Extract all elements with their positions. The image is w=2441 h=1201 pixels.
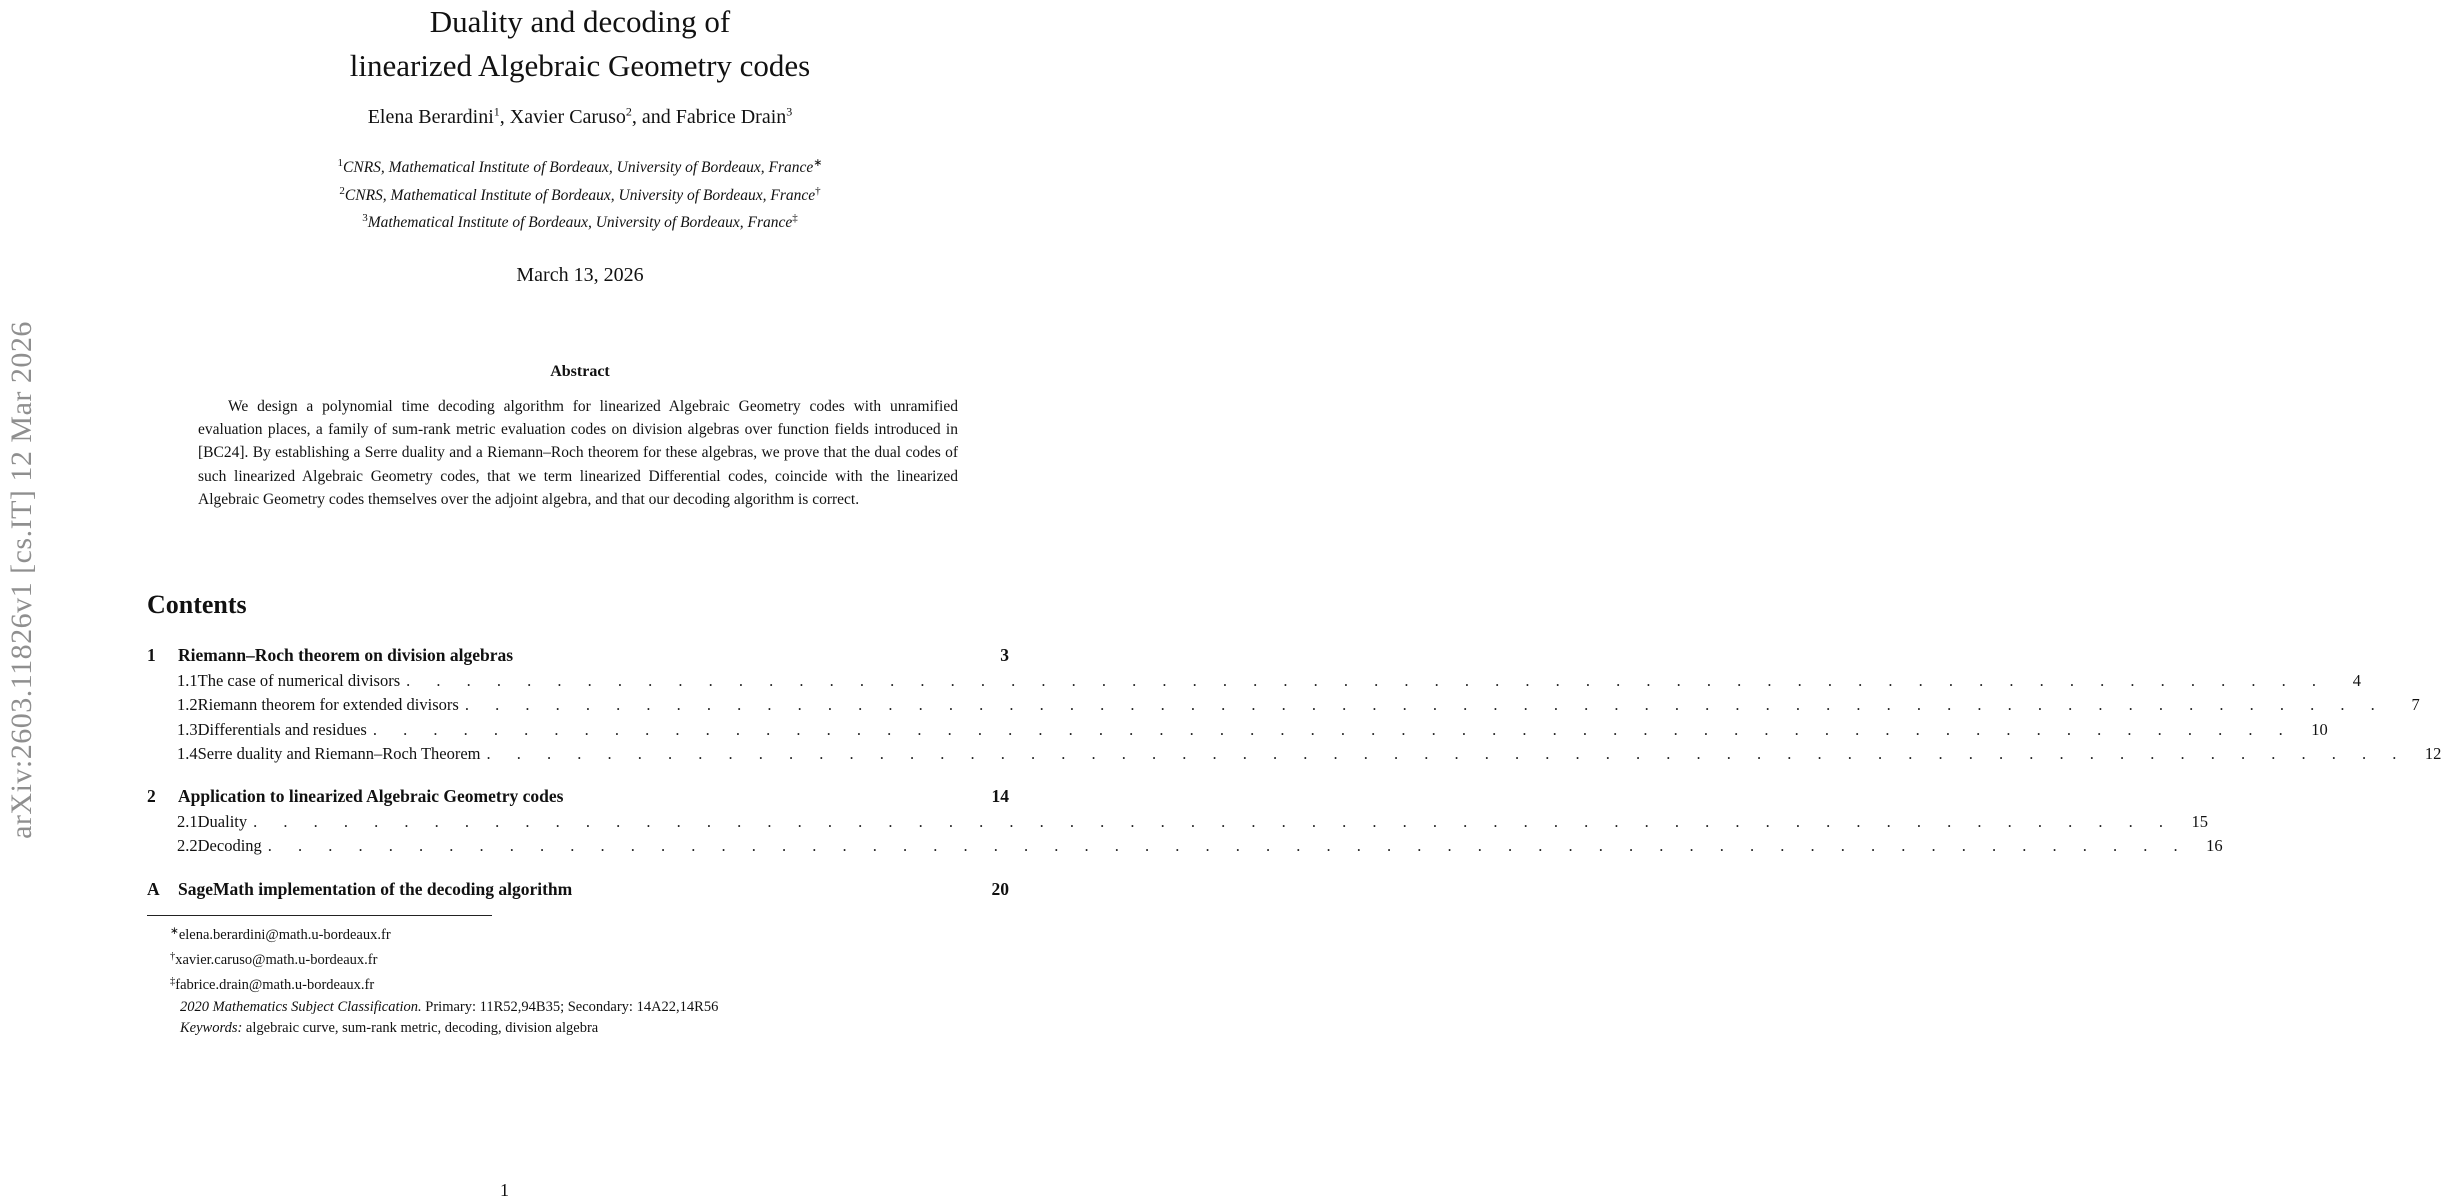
footnotes <box>170 921 718 1039</box>
affiliation-text: CNRS, Mathematical Institute of Bordeaux, University of Bordeaux, France <box>344 186 816 204</box>
msc-classification <box>170 997 718 1018</box>
toc-section-number: A <box>147 878 160 899</box>
email-address: xavier.caruso@math.u-bordeaux.fr <box>175 952 378 969</box>
toc-subsection-title: Differentials and residues <box>197 719 367 739</box>
footnote-mark: ‡ <box>792 212 798 224</box>
author-name: Fabrice Drain <box>675 106 787 128</box>
author-affil-mark: 2 <box>625 104 632 119</box>
toc-page-number: 14 <box>991 786 1009 807</box>
toc-section-title: SageMath implementation of the decoding algorithm <box>178 878 573 899</box>
toc-dot-leader: . . . . . . . . . . . . . . . . . . . . . . . . . . . . . . . . . . . . . . . . . . . . . . . . . . . . . . . . . . . . . . . . <box>253 812 2174 832</box>
toc-subsection[interactable] <box>147 671 2362 695</box>
footnote-mark: † <box>815 184 821 197</box>
toc-subsection-number: 1.2 <box>177 695 198 715</box>
arxiv-sidebar-stamp <box>0 210 44 950</box>
msc-label: 2020 Mathematics Subject Classification. <box>180 998 422 1015</box>
toc-dot-leader: . . . . . . . . . . . . . . . . . . . . . . . . . . . . . . . . . . . . . . . . . . . . . . . . . . . . . . . . . . . . . . . . <box>486 743 2408 763</box>
toc-page-number: 15 <box>2191 812 2208 832</box>
page-number: 1 <box>500 1180 509 1200</box>
toc-subsection[interactable] <box>147 812 2208 836</box>
author-separator: , and <box>631 106 676 128</box>
toc-subsection[interactable] <box>147 719 2328 744</box>
toc-page-number: 3 <box>1000 645 1009 665</box>
toc-page-number: 4 <box>2352 671 2362 690</box>
toc-subsection-number: 2.1 <box>177 812 198 832</box>
arxiv-identifier: arXiv:2603.11826v1 [cs.IT] 12 Mar 2026 <box>5 321 38 839</box>
toc-subsection[interactable] <box>147 695 2420 719</box>
keywords-label: Keywords: <box>180 1019 243 1036</box>
toc-section-title: Application to linearized Algebraic Geometry codes <box>178 786 564 807</box>
publication-date: March 13, 2026 <box>516 264 644 286</box>
title-line-2: linearized Algebraic Geometry codes <box>349 48 811 83</box>
author-affil-mark: 1 <box>493 104 500 119</box>
toc-dot-leader: . . . . . . . . . . . . . . . . . . . . . . . . . . . . . . . . . . . . . . . . . . . . . . . . . . . . . . . . . . . . . . . . <box>464 695 2386 715</box>
affiliation-line <box>200 207 960 235</box>
toc-subsection-number: 2.2 <box>177 836 198 856</box>
toc-dot-leader: . . . . . . . . . . . . . . . . . . . . . . . . . . . . . . . . . . . . . . . . . . . . . . . . . . . . . . . . . . . . . . . . <box>406 671 2328 690</box>
paper-title <box>200 0 960 88</box>
affiliation-number: 2 <box>339 184 345 197</box>
affiliation-line <box>200 180 960 208</box>
author-list <box>200 106 960 129</box>
table-of-contents <box>147 645 2441 905</box>
toc-subsection-number: 1.1 <box>177 671 198 690</box>
toc-section[interactable] <box>147 786 1009 812</box>
footnote-email <box>170 921 718 946</box>
author-name: Elena Berardini <box>367 106 494 128</box>
author-affil-mark: 3 <box>786 104 793 119</box>
toc-subsection-title: Duality <box>197 812 248 832</box>
footnote-email <box>170 971 718 996</box>
toc-subsection-title: The case of numerical divisors <box>197 671 401 690</box>
toc-subsection[interactable] <box>147 836 2223 860</box>
toc-section-number: 1 <box>147 645 156 665</box>
toc-subsection-number: 1.3 <box>177 719 198 739</box>
affiliation-list <box>200 152 960 235</box>
toc-subsection-title: Decoding <box>197 836 262 856</box>
toc-page-number: 12 <box>2424 743 2441 763</box>
toc-page-number: 10 <box>2311 719 2328 739</box>
footnote-divider <box>147 915 492 916</box>
footnote-mark: † <box>170 951 176 963</box>
toc-subsection[interactable] <box>147 743 2441 768</box>
email-address: fabrice.drain@math.u-bordeaux.fr <box>175 977 375 994</box>
toc-section-title: Riemann–Roch theorem on division algebras <box>178 645 514 665</box>
affiliation-line <box>200 152 960 180</box>
toc-dot-leader: . . . . . . . . . . . . . . . . . . . . . . . . . . . . . . . . . . . . . . . . . . . . . . . . . . . . . . . . . . . . . . . . <box>267 836 2189 856</box>
footnote-mark: ∗ <box>813 157 823 169</box>
author-separator: , <box>499 106 510 128</box>
keywords-list: algebraic curve, sum-rank metric, decoding, division algebra <box>245 1019 599 1036</box>
toc-subsection-title: Riemann theorem for extended divisors <box>197 695 459 715</box>
email-address: elena.berardini@math.u-bordeaux.fr <box>178 927 391 943</box>
author-name: Xavier Caruso <box>509 106 626 128</box>
affiliation-text: CNRS, Mathematical Institute of Bordeaux, University of Bordeaux, France <box>343 159 814 176</box>
toc-subsection-title: Serre duality and Riemann–Roch Theorem <box>197 743 481 763</box>
affiliation-number: 3 <box>362 212 368 224</box>
title-line-1: Duality and decoding of <box>429 4 731 39</box>
footnote-mark: ‡ <box>170 976 176 988</box>
abstract-heading: Abstract <box>550 363 610 380</box>
msc-codes: Primary: 11R52,94B35; Secondary: 14A22,14R56 <box>425 998 719 1015</box>
contents-heading: Contents <box>147 590 247 619</box>
abstract-body: We design a polynomial time decoding algorithm for linearized Algebraic Geometry codes with unramified evaluation places, a family of sum-rank metric evaluation codes on division algebras over function fields introduced in [BC24]. By establishing a Serre duality and a Riemann–Roch theorem for these algebras, we prove that the dual codes of such linearized Algebraic Geometry codes, that we term linearized Differential codes, coincide with the linearized Algebraic Geometry codes themselves over the adjoint algebra, and that our decoding algorithm is correct. <box>198 398 958 508</box>
toc-page-number: 7 <box>2411 695 2420 715</box>
footnote-mark: ∗ <box>170 926 179 937</box>
toc-page-number: 16 <box>2206 836 2223 856</box>
toc-section[interactable] <box>147 645 1009 671</box>
toc-section[interactable] <box>147 879 1009 905</box>
toc-subsection-number: 1.4 <box>177 743 198 763</box>
keywords <box>170 1018 718 1039</box>
affiliation-number: 1 <box>337 157 344 169</box>
affiliation-text: Mathematical Institute of Bordeaux, University of Bordeaux, France <box>367 214 793 231</box>
toc-dot-leader: . . . . . . . . . . . . . . . . . . . . . . . . . . . . . . . . . . . . . . . . . . . . . . . . . . . . . . . . . . . . . . . . <box>372 719 2294 739</box>
toc-section-number: 2 <box>147 786 156 807</box>
toc-page-number: 20 <box>991 878 1009 899</box>
footnote-email <box>170 946 718 971</box>
